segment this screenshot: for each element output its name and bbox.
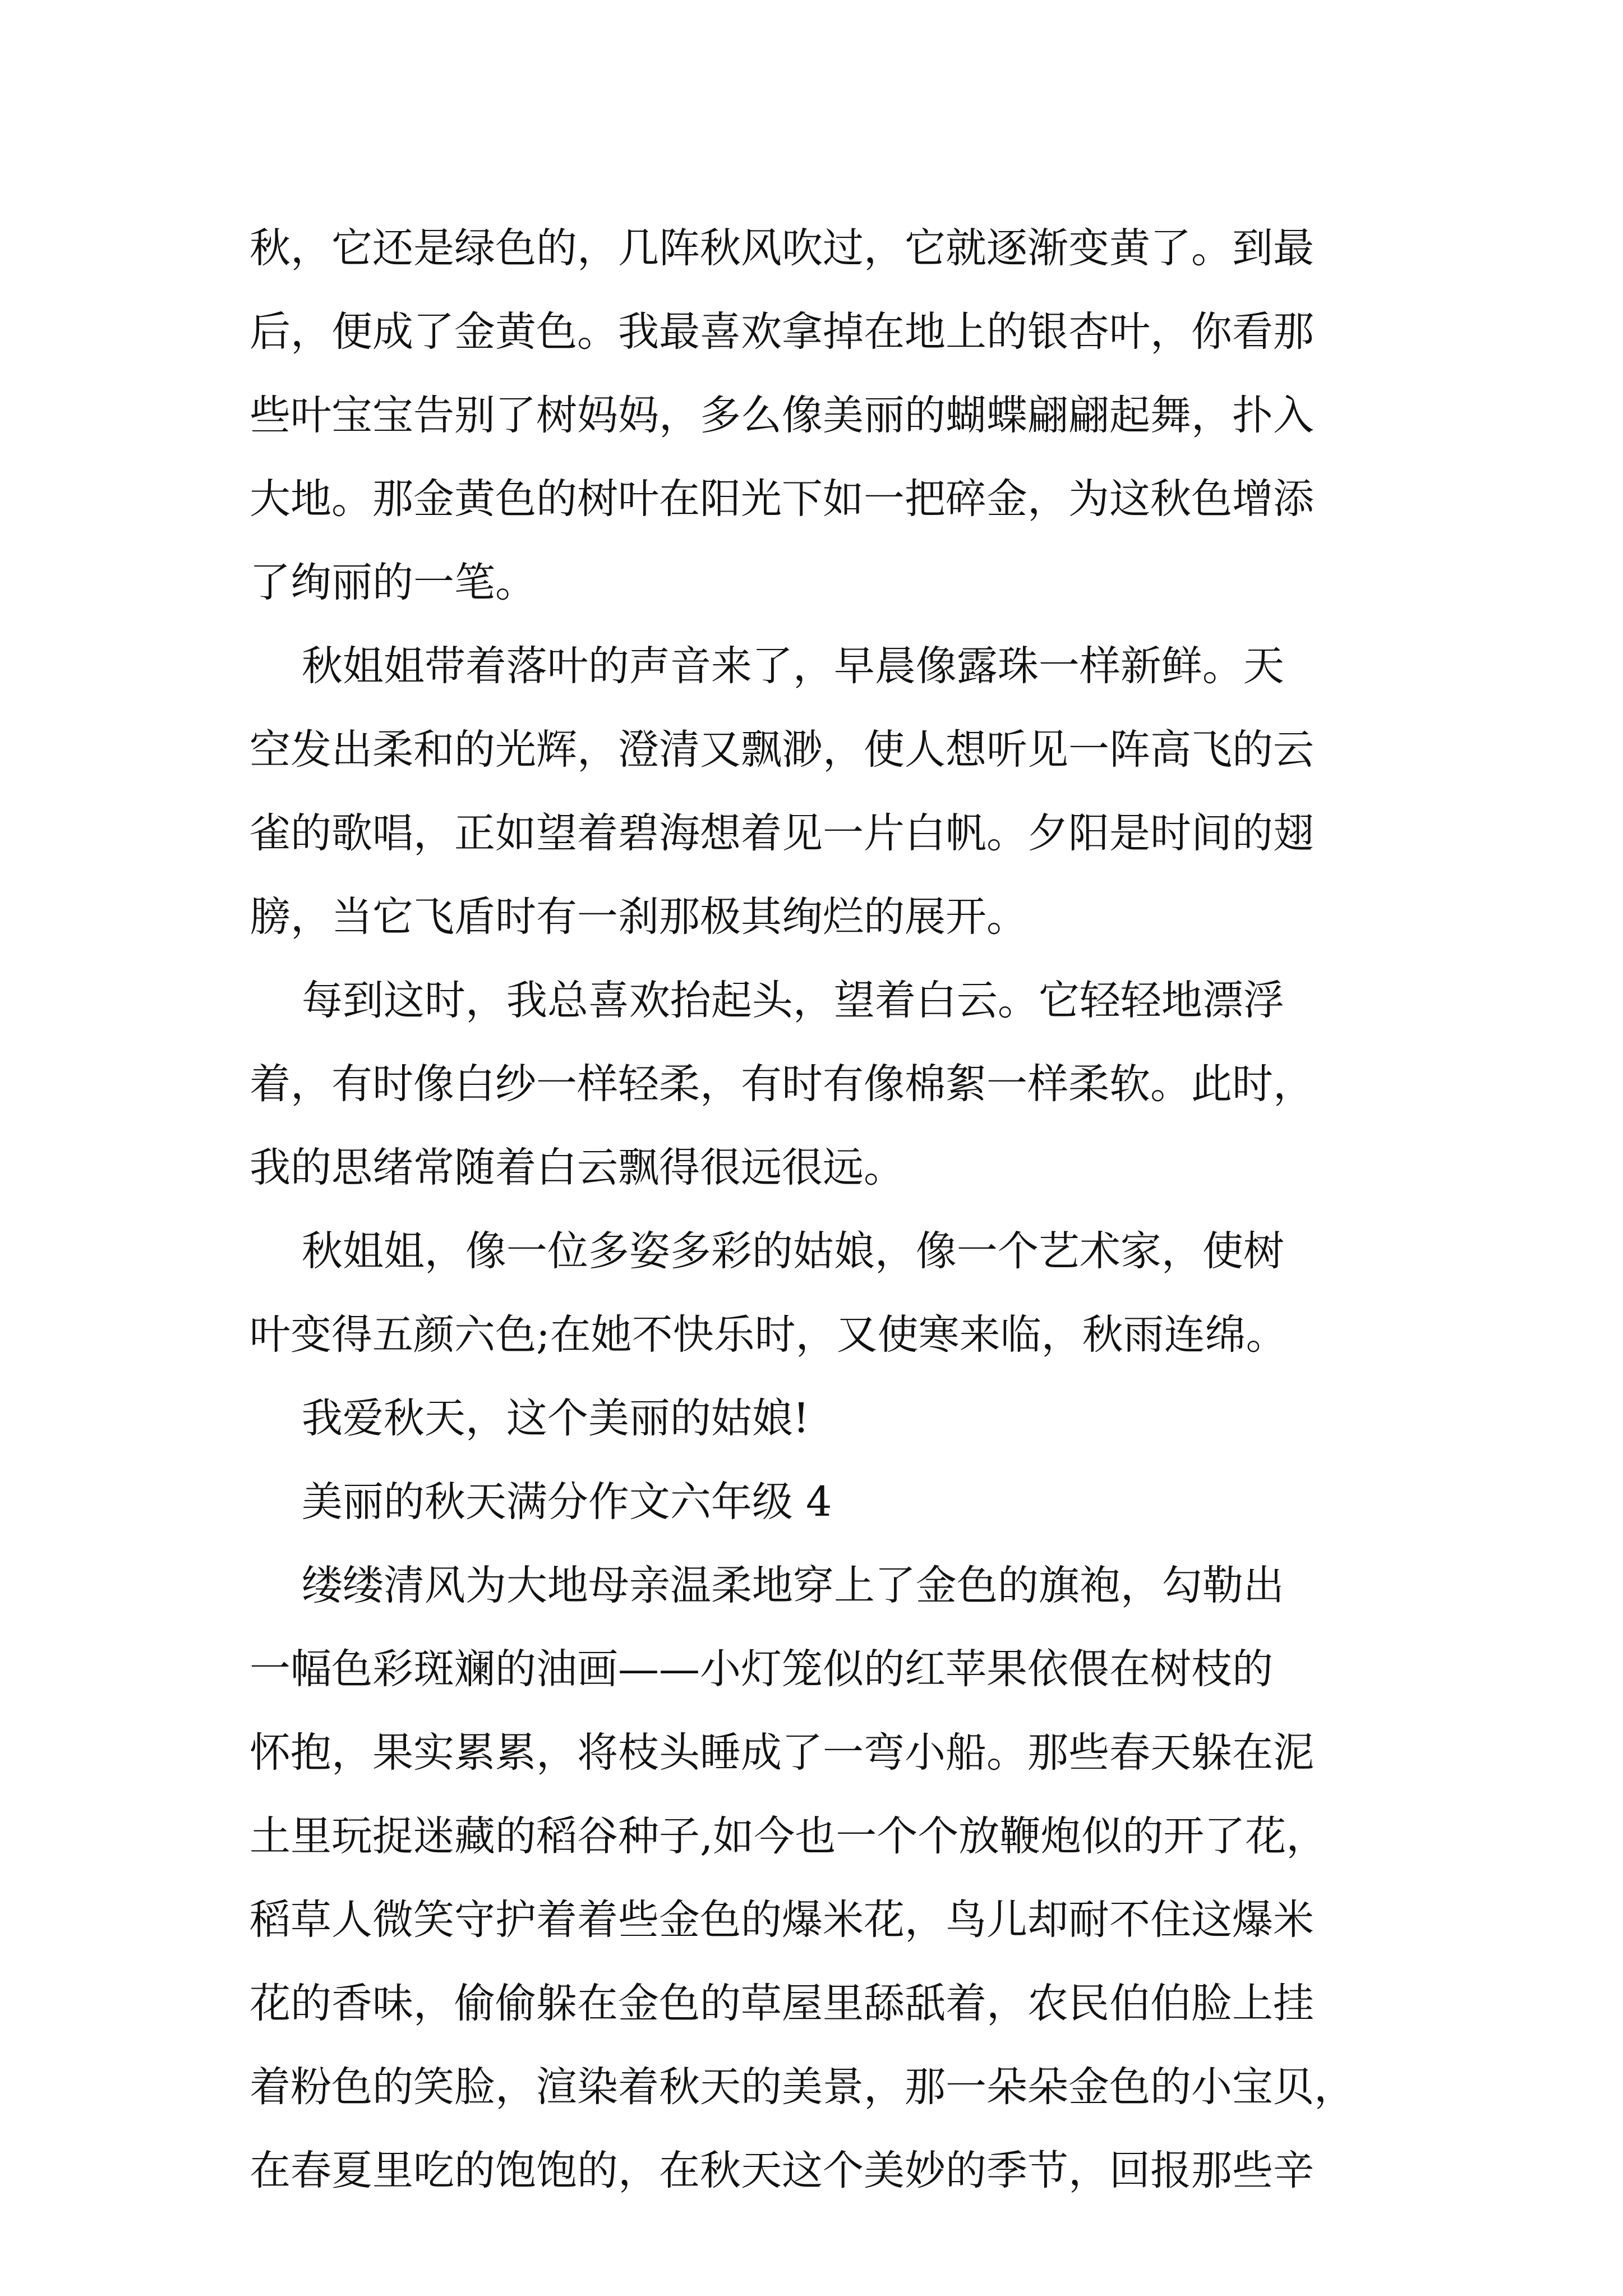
text-line: 缕缕清风为大地母亲温柔地穿上了金色的旗袍，勾勒出 <box>250 1562 1284 1609</box>
text-line: 在春夏里吃的饱饱的，在秋天这个美妙的季节，回报那些辛 <box>250 2147 1314 2194</box>
text-line: 花的香味，偷偷躲在金色的草屋里舔舐着，农民伯伯脸上挂 <box>250 1980 1314 2027</box>
text-line: 我爱秋天，这个美丽的姑娘! <box>250 1395 810 1442</box>
text-line: 秋姐姐带着落叶的声音来了，早晨像露珠一样新鲜。天 <box>250 642 1284 690</box>
section-heading: 美丽的秋天满分作文六年级 4 <box>250 1478 832 1526</box>
text-line: 稻草人微笑守护着着些金色的爆米花，鸟儿却耐不住这爆米 <box>250 1896 1314 1944</box>
text-line: 了绚丽的一笔。 <box>250 559 536 606</box>
text-line: 秋姐姐，像一位多姿多彩的姑娘，像一个艺术家，使树 <box>250 1227 1284 1275</box>
essay-text <box>250 206 1388 2212</box>
text-line: 膀，当它飞盾时有一刹那极其绚烂的展开。 <box>250 893 1027 941</box>
text-line: 些叶宝宝告别了树妈妈，多么像美丽的蝴蝶翩翩起舞，扑入 <box>250 392 1314 439</box>
text-line: 大地。那金黄色的树叶在阳光下如一把碎金，为这秋色增添 <box>250 475 1314 523</box>
text-line: 秋，它还是绿色的，几阵秋风吹过，它就逐渐变黄了。到最 <box>250 224 1314 272</box>
text-line: 我的思绪常随着白云飘得很远很远。 <box>250 1144 905 1191</box>
text-line: 土里玩捉迷藏的稻谷种子,如今也一个个放鞭炮似的开了花， <box>250 1812 1327 1860</box>
text-line: 着粉色的笑脸，渲染着秋天的美景，那一朵朵金色的小宝贝， <box>250 2063 1355 2111</box>
text-line: 一幅色彩斑斓的油画——小灯笼似的红苹果依偎在树枝的 <box>250 1645 1273 1693</box>
text-line: 着，有时像白纱一样轻柔，有时有像棉絮一样柔软。此时， <box>250 1060 1314 1108</box>
text-line: 叶变得五颜六色;在她不快乐时，又使寒来临，秋雨连绵。 <box>250 1311 1287 1359</box>
text-line: 每到这时，我总喜欢抬起头，望着白云。它轻轻地漂浮 <box>250 977 1284 1024</box>
text-line: 空发出柔和的光辉，澄清又飘渺，使人想听见一阵高飞的云 <box>250 726 1314 774</box>
text-line: 后，便成了金黄色。我最喜欢拿掉在地上的银杏叶，你看那 <box>250 308 1314 356</box>
text-line: 怀抱，果实累累，将枝头睡成了一弯小船。那些春天躲在泥 <box>250 1729 1314 1777</box>
text-line: 雀的歌唱，正如望着碧海想着见一片白帆。夕阳是时间的翅 <box>250 809 1314 857</box>
